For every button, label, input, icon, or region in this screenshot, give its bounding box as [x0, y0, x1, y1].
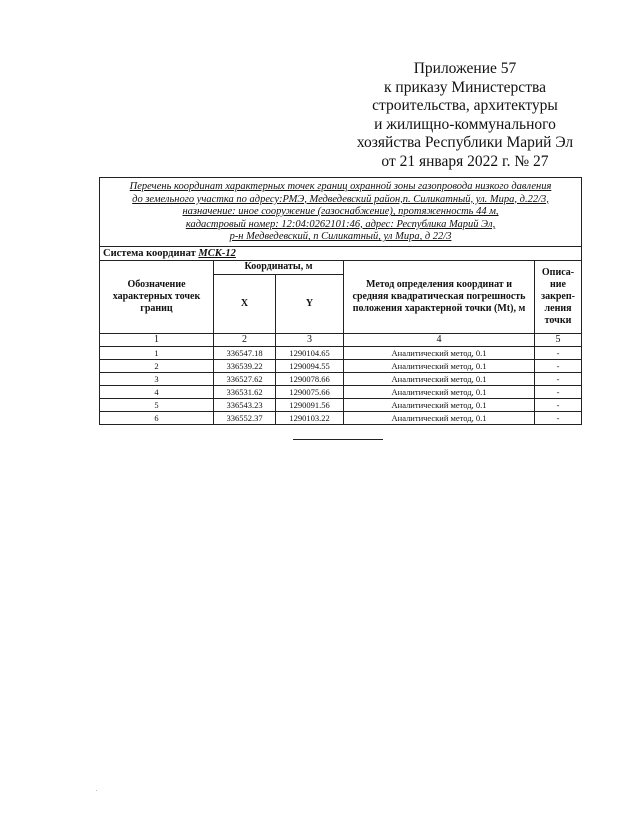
cell-method: Аналитический метод, 0.1: [344, 411, 535, 424]
caption-line: Перечень координат характерных точек границ охранной зоны газопровода низкого давления: [129, 181, 552, 192]
cell-description: -: [535, 385, 582, 398]
table-row: [100, 359, 582, 372]
table-row: [100, 385, 582, 398]
column-numbers-row: [100, 333, 582, 346]
header-coordinates: Координаты, м: [214, 260, 344, 274]
header-method: Метод определения координат и средняя квадратическая погрешность положения характерной точки (Mt), м: [344, 260, 535, 333]
cell-method: Аналитический метод, 0.1: [344, 398, 535, 411]
caption-line: до земельного участка по адресу:РМЭ, Медведевский район,п. Силикатный, ул. Мира, д.22/3,: [132, 193, 549, 205]
coordinate-system-value: МСК-12: [198, 247, 236, 259]
cell-point: 6: [100, 411, 214, 424]
header-designation: Обозначение характерных точек границ: [100, 260, 214, 333]
cell-description: -: [535, 359, 582, 372]
cell-method: Аналитический метод, 0.1: [344, 385, 535, 398]
cell-y: 1290078.66: [276, 372, 344, 385]
appendix-heading: [340, 60, 590, 172]
cell-x: 336547.18: [214, 346, 276, 359]
cell-point: 1: [100, 346, 214, 359]
cell-y: 1290091.56: [276, 398, 344, 411]
cell-point: 4: [100, 385, 214, 398]
cell-method: Аналитический метод, 0.1: [344, 359, 535, 372]
appendix-line: к приказу Министерства: [384, 78, 546, 96]
table-caption: [100, 178, 582, 247]
caption-line: кадастровый номер: 12:04:0262101:46, адрес: Республика Марий Эл,: [185, 218, 496, 230]
cell-method: Аналитический метод, 0.1: [344, 372, 535, 385]
table-row: [100, 398, 582, 411]
appendix-line: строительства, архитектуры: [372, 97, 558, 115]
cell-x: 336539.22: [214, 359, 276, 372]
separator-line: [293, 439, 383, 440]
cell-x: 336543.23: [214, 398, 276, 411]
caption-line: назначение: иное сооружение (газоснабжение), протяженность 44 м,: [182, 206, 499, 218]
appendix-line: Приложение 57: [413, 60, 517, 77]
header-x: X: [214, 274, 276, 333]
table-row: [100, 372, 582, 385]
cell-y: 1290094.55: [276, 359, 344, 372]
col-number: 3: [276, 333, 344, 346]
cell-x: 336527.62: [214, 372, 276, 385]
header-y: Y: [276, 274, 344, 333]
header-description: Описа-ние закреп-ления точки: [535, 260, 582, 333]
cell-y: 1290104.65: [276, 346, 344, 359]
cell-description: -: [535, 346, 582, 359]
coordinate-system-label: Система координат: [103, 247, 196, 259]
table-row: [100, 411, 582, 424]
cell-x: 336552.37: [214, 411, 276, 424]
cell-y: 1290075.66: [276, 385, 344, 398]
cell-x: 336531.62: [214, 385, 276, 398]
cell-point: 3: [100, 372, 214, 385]
table-row: [100, 346, 582, 359]
appendix-line: от 21 января 2022 г. № 27: [381, 152, 549, 170]
caption-line: р-н Медведевский, п Силикатный, ул Мира, д 22/3: [229, 231, 452, 243]
coordinate-system-row: [100, 246, 582, 260]
cell-method: Аналитический метод, 0.1: [344, 346, 535, 359]
cell-y: 1290103.22: [276, 411, 344, 424]
cell-description: -: [535, 372, 582, 385]
col-number: 1: [100, 333, 214, 346]
scan-speck: [96, 790, 97, 791]
coordinates-table: [99, 177, 582, 425]
col-number: 4: [344, 333, 535, 346]
cell-description: -: [535, 398, 582, 411]
cell-point: 2: [100, 359, 214, 372]
appendix-line: и жилищно-коммунального: [374, 115, 556, 133]
col-number: 2: [214, 333, 276, 346]
col-number: 5: [535, 333, 582, 346]
cell-point: 5: [100, 398, 214, 411]
cell-description: -: [535, 411, 582, 424]
appendix-line: хозяйства Республики Марий Эл: [356, 134, 574, 152]
